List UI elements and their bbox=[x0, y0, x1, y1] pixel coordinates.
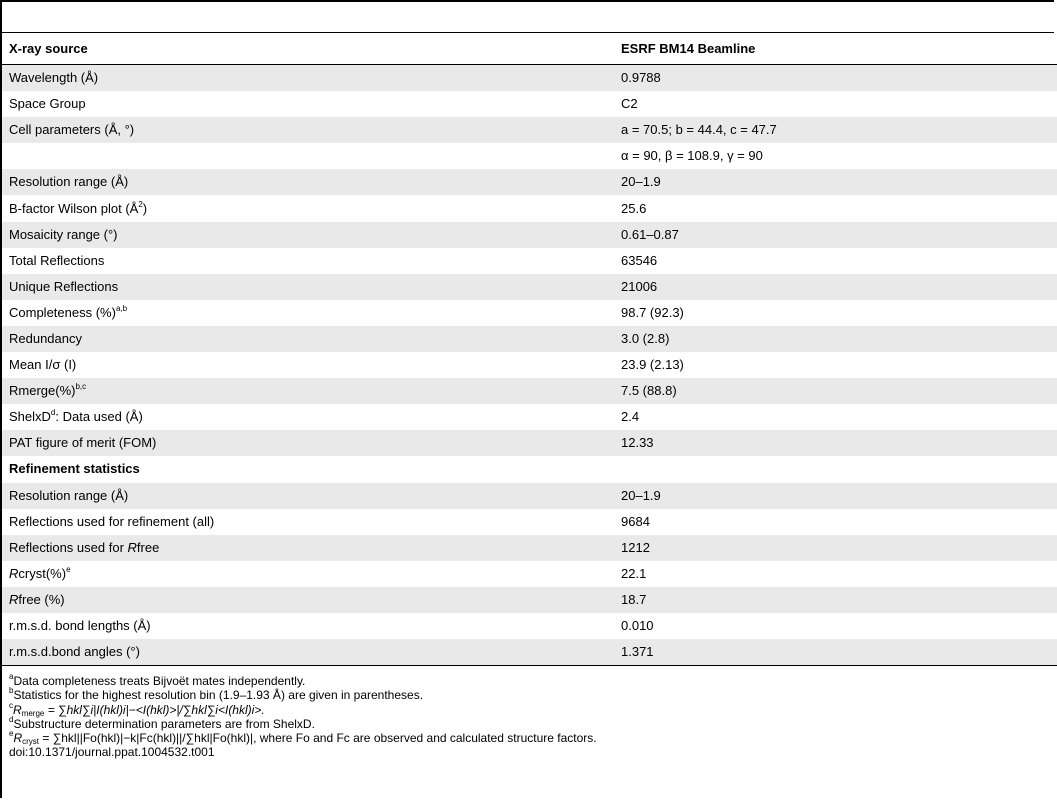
label-superscript: 2 bbox=[138, 199, 143, 209]
row-label bbox=[2, 195, 616, 221]
row-value: 1.371 bbox=[616, 639, 1057, 666]
row-label bbox=[2, 613, 616, 639]
table-body bbox=[2, 65, 1057, 666]
row-value: α = 90, β = 108.9, γ = 90 bbox=[621, 148, 763, 164]
label-text: Cell parameters (Å, °) bbox=[9, 122, 135, 138]
table-row bbox=[2, 456, 1057, 482]
table-row bbox=[2, 117, 1057, 143]
footnote-mark: e bbox=[9, 728, 14, 738]
footnote-e bbox=[9, 728, 1054, 746]
table-row bbox=[2, 352, 1057, 378]
label-text: Reflections used for refinement (all) bbox=[9, 513, 215, 529]
row-label bbox=[2, 509, 616, 535]
label-text: Completeness (%) bbox=[9, 304, 116, 320]
table-row bbox=[2, 300, 1057, 326]
data-table bbox=[2, 33, 1057, 666]
table-row bbox=[2, 430, 1057, 456]
label-text: r.m.s.d. bond lengths (Å) bbox=[9, 618, 151, 634]
doi-link[interactable]: doi:10.1371/journal.ppat.1004532.t001 bbox=[9, 745, 215, 760]
row-value: 22.1 bbox=[621, 565, 647, 581]
row-value: 23.9 (2.13) bbox=[621, 357, 684, 373]
label-suffix: free bbox=[136, 539, 160, 555]
footnote-r-sub: cryst bbox=[22, 736, 40, 746]
label-text: Mean I/σ (I) bbox=[9, 357, 77, 373]
row-value: 0.010 bbox=[621, 618, 654, 634]
header-label: X-ray source bbox=[2, 33, 616, 65]
row-value: 12.33 bbox=[616, 430, 1057, 456]
footnote-mark: a bbox=[9, 672, 14, 682]
footnote-text: Substructure determination parameters are from ShelxD. bbox=[13, 716, 315, 731]
table-header-row bbox=[2, 33, 1057, 65]
label-superscript: b,c bbox=[75, 382, 87, 392]
label-text: PAT figure of merit (FOM) bbox=[9, 435, 157, 451]
table-row bbox=[2, 326, 1057, 352]
row-label bbox=[2, 639, 616, 666]
table-row bbox=[2, 195, 1057, 221]
label-text: Wavelength (Å) bbox=[9, 70, 99, 86]
footnote-b bbox=[9, 688, 1054, 702]
label-text: ShelxD bbox=[9, 409, 51, 425]
label-text: Unique Reflections bbox=[9, 278, 119, 294]
table-row bbox=[2, 222, 1057, 248]
footnote-d bbox=[9, 714, 1054, 731]
row-label bbox=[2, 535, 616, 561]
footnote-text: Data completeness treats Bijvoët mates independently. bbox=[13, 674, 306, 689]
footnote-r-sub: merge bbox=[21, 708, 45, 718]
row-label bbox=[2, 169, 616, 195]
row-label bbox=[2, 483, 616, 509]
label-superscript: a,b bbox=[115, 303, 128, 313]
footnote-formula: = ∑hkl||Fo(hkl)|−k|Fc(hkl)||/∑hkl|Fo(hkl)|, where Fo and Fc are observed and calculated structure factors. bbox=[39, 730, 597, 745]
label-text: Reflections used for bbox=[9, 539, 128, 555]
row-label bbox=[2, 456, 616, 482]
row-value: a = 70.5; b = 44.4, c = 47.7 bbox=[616, 117, 1057, 143]
table-row bbox=[2, 91, 1057, 117]
label-suffix: ) bbox=[142, 200, 148, 216]
label-suffix: cryst(%) bbox=[18, 565, 67, 581]
table-caption-area bbox=[2, 2, 1054, 33]
label-italic: R bbox=[9, 591, 19, 607]
row-label bbox=[2, 326, 616, 352]
label-text: Total Reflections bbox=[9, 252, 105, 268]
table-row bbox=[2, 509, 1057, 535]
row-value: 9684 bbox=[621, 513, 650, 529]
row-value bbox=[616, 456, 1057, 482]
row-value: 63546 bbox=[621, 252, 658, 268]
row-value: 25.6 bbox=[621, 200, 647, 216]
table-row bbox=[2, 143, 1057, 169]
label-italic: R bbox=[127, 539, 137, 555]
row-value: 0.61–0.87 bbox=[616, 222, 1057, 248]
row-label bbox=[2, 274, 616, 300]
label-suffix: free (%) bbox=[18, 591, 65, 607]
row-value: 1212 bbox=[616, 535, 1057, 561]
label-italic: R bbox=[9, 565, 19, 581]
label-superscript: e bbox=[66, 564, 71, 574]
table-row bbox=[2, 378, 1057, 404]
row-label bbox=[2, 561, 616, 587]
row-label bbox=[2, 352, 616, 378]
table-row bbox=[2, 639, 1057, 666]
table-row bbox=[2, 248, 1057, 274]
row-label bbox=[2, 91, 616, 117]
label-text: Refinement statistics bbox=[9, 461, 140, 477]
row-value: 20–1.9 bbox=[616, 169, 1057, 195]
row-label bbox=[2, 65, 616, 92]
row-label bbox=[2, 117, 616, 143]
row-value: 98.7 (92.3) bbox=[621, 304, 684, 320]
label-text: Space Group bbox=[9, 96, 86, 112]
footnote-a bbox=[9, 674, 1054, 688]
row-value: 7.5 (88.8) bbox=[616, 378, 1057, 404]
row-value: 0.9788 bbox=[616, 65, 1057, 92]
row-value: 20–1.9 bbox=[616, 483, 1057, 509]
table-row bbox=[2, 274, 1057, 300]
table-row bbox=[2, 535, 1057, 561]
row-label bbox=[2, 430, 616, 456]
footnote-formula: = ∑hkl∑i|I(hkl)i|−<I(hkl)>|/∑hkl∑i<I(hkl)i>. bbox=[44, 702, 265, 717]
row-label bbox=[2, 587, 616, 613]
row-label bbox=[2, 222, 616, 248]
row-label bbox=[2, 300, 616, 326]
label-text: B-factor Wilson plot (Å bbox=[9, 200, 139, 216]
label-text: Redundancy bbox=[9, 330, 82, 346]
footnote-r: R bbox=[13, 730, 23, 745]
row-value: 2.4 bbox=[621, 409, 640, 425]
footnote-mark: b bbox=[9, 686, 14, 696]
row-label bbox=[2, 378, 616, 404]
table-row bbox=[2, 404, 1057, 430]
row-value: C2 bbox=[621, 96, 638, 112]
label-text: Mosaicity range (°) bbox=[9, 226, 118, 242]
table-row bbox=[2, 65, 1057, 92]
row-value: 21006 bbox=[616, 274, 1057, 300]
table-row bbox=[2, 587, 1057, 613]
footnotes bbox=[2, 666, 1054, 759]
footnote-text: Statistics for the highest resolution bin (1.9–1.93 Å) are given in parentheses. bbox=[13, 688, 424, 703]
label-text: r.m.s.d.bond angles (°) bbox=[9, 644, 140, 660]
label-text: Rmerge(%) bbox=[9, 383, 76, 399]
header-value: ESRF BM14 Beamline bbox=[616, 33, 1057, 65]
table-row bbox=[2, 483, 1057, 509]
row-value: 3.0 (2.8) bbox=[616, 326, 1057, 352]
row-value: 18.7 bbox=[616, 587, 1057, 613]
row-label bbox=[2, 404, 616, 430]
row-label bbox=[2, 143, 616, 169]
table-row bbox=[2, 169, 1057, 195]
table-row bbox=[2, 561, 1057, 587]
label-superscript: d bbox=[50, 408, 56, 418]
footnote-mark: c bbox=[9, 700, 13, 710]
footnote-r: R bbox=[13, 702, 22, 717]
table-row bbox=[2, 613, 1057, 639]
label-text: Resolution range (Å) bbox=[9, 487, 129, 503]
label-suffix: : Data used (Å) bbox=[55, 409, 143, 425]
footnote-c bbox=[9, 700, 1054, 718]
label-text: Resolution range (Å) bbox=[9, 174, 129, 190]
row-label bbox=[2, 248, 616, 274]
footnote-mark: d bbox=[9, 714, 14, 724]
